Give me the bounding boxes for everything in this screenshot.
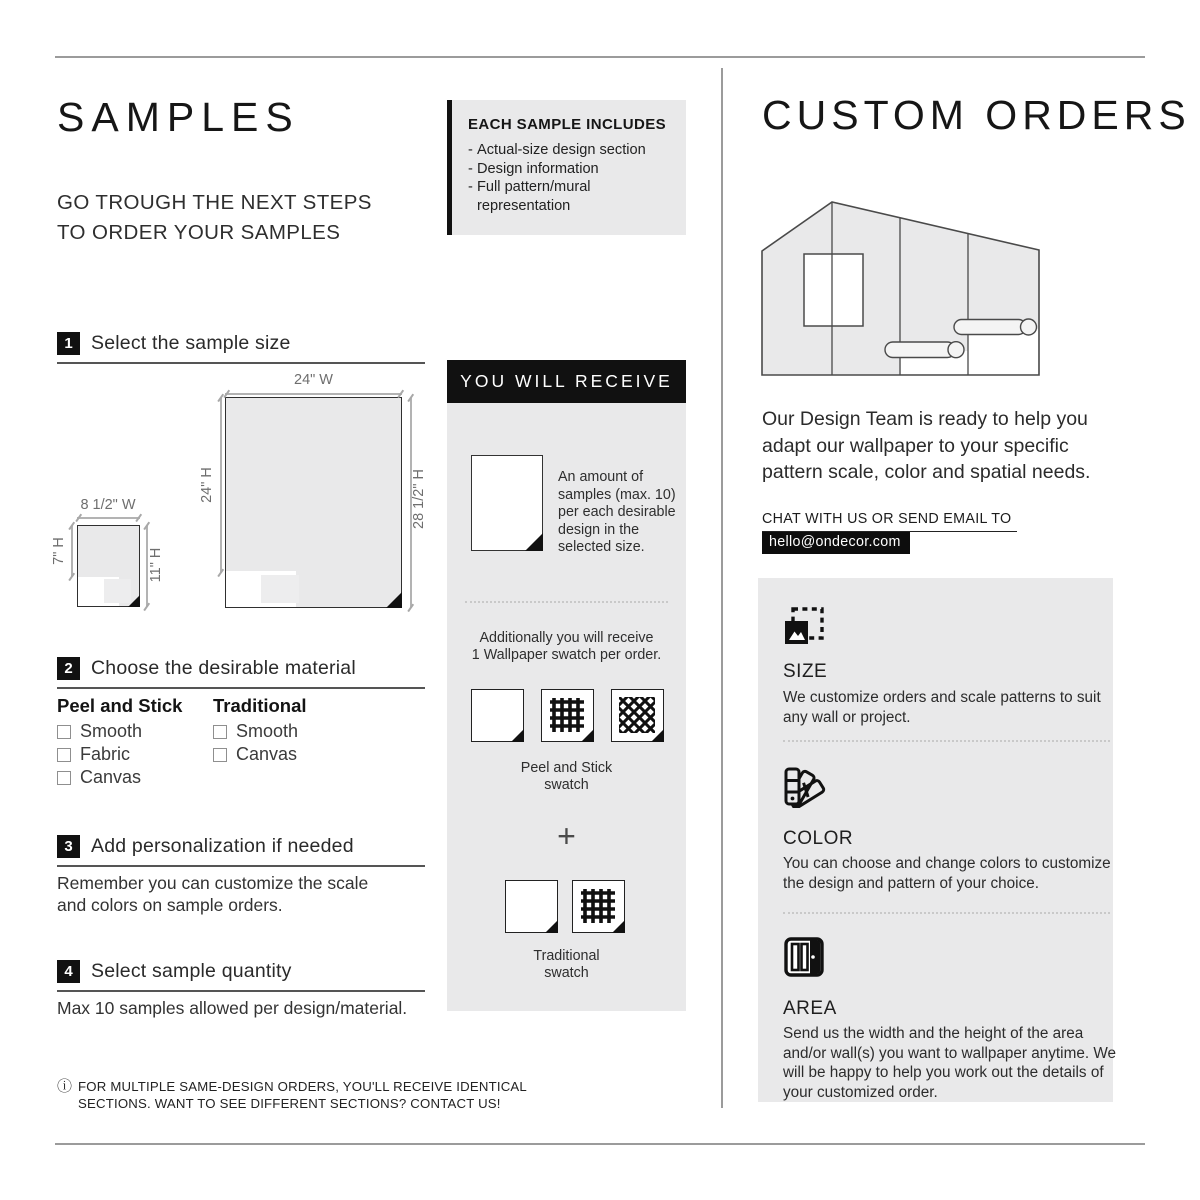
checkbox[interactable] [57, 748, 71, 762]
wallpaper-wall-illustration [757, 198, 1042, 383]
feature-color-title: COLOR [783, 828, 854, 849]
list-item: - Design information [468, 160, 669, 179]
plus-sign: + [557, 818, 576, 854]
color-swatches-icon [783, 766, 827, 808]
additional-swatch-text: Additionally you will receive 1 Wallpaper swatch per order. [471, 630, 662, 663]
swatch-canvas-grid-traditional [572, 880, 625, 933]
sample-inner-section [104, 579, 131, 603]
step-2-header [57, 657, 425, 689]
feature-area-title: AREA [783, 998, 837, 1019]
step-1-title: Select the sample size [91, 332, 291, 354]
custom-orders-title: CUSTOM ORDERS [762, 92, 1191, 138]
checkbox[interactable] [213, 725, 227, 739]
dim-label-large-width: 24" W [294, 372, 333, 388]
traditional-swatch-label: Traditional swatch [533, 948, 600, 981]
feature-size-title: SIZE [783, 661, 828, 682]
step-3-title: Add personalization if needed [91, 835, 354, 857]
peel-and-stick-swatch-label: Peel and Stick swatch [520, 760, 613, 793]
list-item: - Actual-size design section [468, 141, 669, 160]
feature-area-text: Send us the width and the height of the area and/or wall(s) you want to wallpaper anytime. We will be happy to help you work out the details of your customized order. [783, 1025, 1116, 1101]
resize-image-icon [783, 606, 825, 646]
folded-corner [581, 729, 594, 742]
folded-corner [651, 729, 664, 742]
dim-label-large-full-height: 28 1/2" H [411, 469, 427, 529]
step-4-badge: 4 [57, 960, 80, 983]
you-will-receive-panel [447, 403, 686, 1011]
custom-features-panel [758, 578, 1116, 1102]
material-option-smooth-traditional: Smooth [213, 721, 298, 742]
feature-color-text: You can choose and change colors to customize the design and pattern of your choice. [783, 855, 1111, 892]
material-option-smooth: Smooth [57, 721, 142, 742]
swatch-canvas-crosshatch [611, 689, 664, 742]
dotted-divider [465, 601, 668, 603]
small-sample-diagram [77, 525, 140, 607]
material-group-traditional: Traditional [213, 695, 307, 716]
list-item: - Full pattern/mural representation [468, 178, 669, 215]
chat-label: CHAT WITH US OR SEND EMAIL TO [762, 511, 1017, 532]
dimension-line [225, 393, 402, 395]
step-3-badge: 3 [57, 835, 80, 858]
you-will-receive-banner: YOU WILL RECEIVE [447, 360, 686, 403]
footnote [57, 1079, 527, 1112]
wall-area-icon [783, 936, 825, 978]
sample-includes-box [447, 100, 686, 235]
dimension-line [220, 397, 222, 573]
material-option-canvas-traditional: Canvas [213, 744, 297, 765]
dim-label-small-full-height: 11" H [148, 547, 164, 583]
swatch-fabric-grid [541, 689, 594, 742]
folded-corner [612, 920, 625, 933]
step-1-badge: 1 [57, 332, 80, 355]
step-4-title: Select sample quantity [91, 960, 292, 982]
folded-corner [128, 595, 140, 607]
checkbox[interactable] [57, 725, 71, 739]
step-3-note: Remember you can customize the scale and colors on sample orders. [57, 873, 369, 915]
swatch-smooth-traditional [505, 880, 558, 933]
checkbox[interactable] [213, 748, 227, 762]
samples-subtitle: GO TROUGH THE NEXT STEPS TO ORDER YOUR SAMPLES [57, 191, 372, 244]
email-address[interactable]: hello@ondecor.com [762, 532, 910, 554]
sample-inner-section [261, 575, 299, 603]
step-4-note: Max 10 samples allowed per design/material. [57, 998, 408, 1018]
step-1-header [57, 332, 425, 364]
step-4-header [57, 960, 425, 992]
sample-sheet-diagram [471, 455, 543, 551]
samples-amount-text: An amount of samples (max. 10) per each desirable design in the selected size. [558, 469, 676, 555]
material-option-canvas: Canvas [57, 767, 141, 788]
material-group-peel-and-stick: Peel and Stick [57, 695, 183, 716]
feature-size-text: We customize orders and scale patterns to suit any wall or project. [783, 689, 1101, 726]
dimension-line [77, 517, 140, 519]
large-sample-diagram [225, 397, 402, 608]
folded-corner [386, 592, 402, 608]
folded-corner [525, 533, 543, 551]
folded-corner [545, 920, 558, 933]
dotted-divider [783, 740, 1110, 742]
dim-label-large-height: 24" H [199, 467, 215, 503]
swatch-smooth [471, 689, 524, 742]
dim-label-small-height: 7" H [51, 537, 67, 565]
bottom-divider [55, 1143, 1145, 1145]
step-2-title: Choose the desirable material [91, 657, 356, 679]
step-3-header [57, 835, 425, 867]
info-icon: ⓘ [57, 1078, 73, 1095]
samples-title: SAMPLES [57, 94, 300, 140]
dimension-line [71, 525, 73, 577]
design-team-intro: Our Design Team is ready to help you adapt our wallpaper to your specific pattern scale, color and spatial needs. [762, 408, 1091, 483]
step-2-badge: 2 [57, 657, 80, 680]
dotted-divider [783, 912, 1110, 914]
column-divider [721, 68, 723, 1108]
top-divider [55, 56, 1145, 58]
sample-includes-title: EACH SAMPLE INCLUDES [468, 116, 667, 133]
footnote-text: FOR MULTIPLE SAME-DESIGN ORDERS, YOU'LL RECEIVE IDENTICAL SECTIONS. WANT TO SEE DIFFERENT SECTIONS? CONTACT US! [78, 1079, 527, 1111]
folded-corner [511, 729, 524, 742]
material-option-fabric: Fabric [57, 744, 130, 765]
dim-label-small-width: 8 1/2" W [80, 497, 136, 513]
checkbox[interactable] [57, 771, 71, 785]
